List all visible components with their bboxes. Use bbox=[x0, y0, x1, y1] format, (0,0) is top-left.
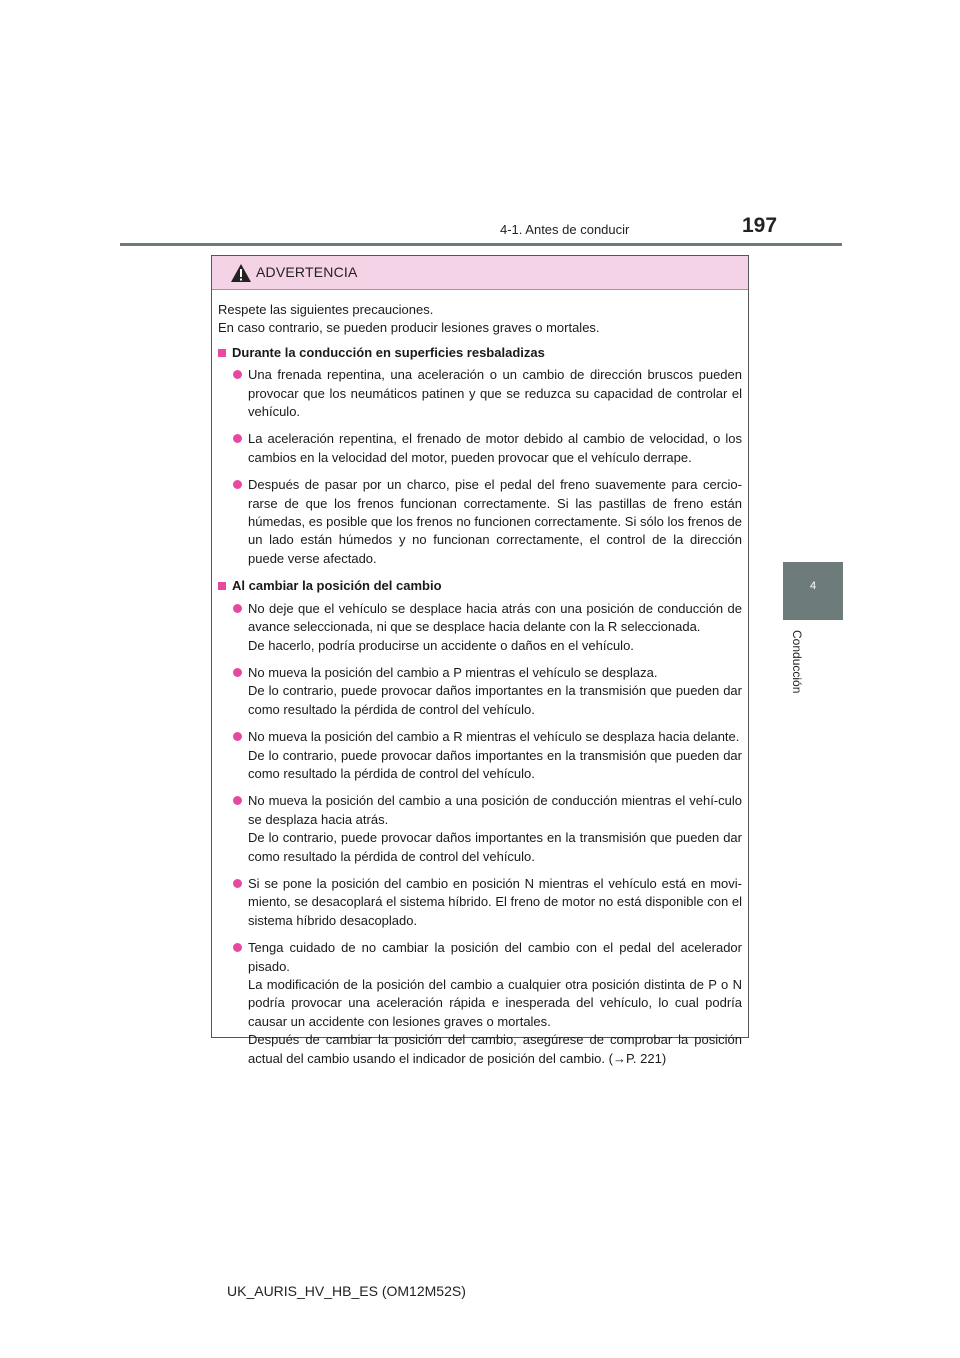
bullet-text: De lo contrario, puede provocar daños importantes en la transmisión que pueden dar como resultado la pérdida de control del vehículo. bbox=[248, 830, 742, 864]
square-bullet-icon bbox=[218, 349, 226, 357]
round-bullet-icon bbox=[233, 480, 242, 489]
document-code: UK_AURIS_HV_HB_ES (OM12M52S) bbox=[227, 1283, 466, 1299]
round-bullet-icon bbox=[233, 796, 242, 805]
list-item bbox=[218, 939, 742, 1068]
list-item bbox=[218, 875, 742, 930]
bullet-text: No mueva la posición del cambio a una posición de conducción mientras el vehí-culo se desplaza hacia atrás. bbox=[248, 793, 742, 827]
round-bullet-icon bbox=[233, 370, 242, 379]
bullet-text: La aceleración repentina, el frenado de motor debido al cambio de velocidad, o los cambios en la velocidad del motor, pueden provocar que el vehículo derrape. bbox=[248, 431, 742, 465]
bullet-text: No mueva la posición del cambio a R mientras el vehículo se desplaza hacia delante. bbox=[248, 729, 740, 745]
bullet-text: No deje que el vehículo se desplace hacia atrás con una posición de conducción de avance seleccionada, ni que se desplace hacia delante con la R seleccionada. bbox=[248, 600, 742, 635]
bullet-text: De lo contrario, puede provocar daños importantes en la transmisión que pueden dar como resultado la pérdida de control del vehículo. bbox=[248, 683, 742, 717]
bullet-list bbox=[218, 366, 742, 568]
intro-line: Respete las siguientes precauciones. bbox=[218, 302, 434, 317]
section-title-text: Durante la conducción en superficies resbaladizas bbox=[232, 344, 545, 360]
round-bullet-icon bbox=[233, 668, 242, 677]
section-title bbox=[218, 577, 742, 595]
list-item bbox=[218, 430, 742, 467]
list-item bbox=[218, 792, 742, 866]
warning-header bbox=[212, 256, 748, 290]
list-item bbox=[218, 476, 742, 568]
chapter-label bbox=[790, 630, 804, 750]
bullet-text: Después de pasar por un charco, pise el pedal del freno suavemente para cercio-rarse de que los frenos funcionan correctamente. Si las pastillas de freno están húmedas, es posible que los frenos no funcionen correctamente. Si sólo los frenos de un lado están húmedos y no funcionan correctamente, el control de la dirección puede verse afectado. bbox=[248, 477, 742, 566]
round-bullet-icon bbox=[233, 434, 242, 443]
round-bullet-icon bbox=[233, 604, 242, 613]
list-item bbox=[218, 664, 742, 719]
bullet-text: La modificación de la posición del cambio a cualquier otra posición distinta de P o N podría provocar una aceleración rápida e inesperada del vehículo, lo cual podría causar un accidente con lesiones graves o mortales. bbox=[248, 977, 742, 1029]
round-bullet-icon bbox=[233, 732, 242, 741]
list-item bbox=[218, 600, 742, 655]
page-number: 197 bbox=[742, 214, 778, 237]
section-title-text: Al cambiar la posición del cambio bbox=[232, 578, 442, 594]
warning-intro bbox=[218, 301, 742, 338]
bullet-text: Tenga cuidado de no cambiar la posición del cambio con el pedal del acelerador pisado. bbox=[248, 940, 742, 974]
section-title bbox=[218, 344, 742, 362]
bullet-list bbox=[218, 600, 742, 1068]
list-item bbox=[218, 728, 742, 783]
bullet-text: De lo contrario, puede provocar daños importantes en la transmisión que pueden dar como resultado la pérdida de control del vehículo. bbox=[248, 747, 742, 781]
chapter-label-text: Conducción bbox=[790, 630, 804, 694]
warning-body bbox=[212, 290, 748, 1068]
warning-triangle-icon bbox=[230, 263, 252, 283]
bullet-text: No mueva la posición del cambio a P mientras el vehículo se desplaza. bbox=[248, 664, 658, 680]
warning-title: ADVERTENCIA bbox=[256, 264, 358, 280]
chapter-number: 4 bbox=[809, 580, 817, 592]
chapter-tab bbox=[783, 562, 843, 620]
header-rule bbox=[120, 243, 842, 246]
bullet-text: Después de cambiar la posición del cambio, asegúrese de comprobar la posición actual del cambio usando el indicador de posición del cambio. (→P. 221) bbox=[248, 1032, 742, 1066]
section-header: 4-1. Antes de conducir bbox=[500, 222, 630, 237]
bullet-text: De hacerlo, podría producirse un accidente o daños en el vehículo. bbox=[248, 637, 634, 653]
round-bullet-icon bbox=[233, 879, 242, 888]
square-bullet-icon bbox=[218, 582, 226, 590]
intro-line: En caso contrario, se pueden producir lesiones graves o mortales. bbox=[218, 320, 600, 336]
round-bullet-icon bbox=[233, 943, 242, 952]
bullet-text: Si se pone la posición del cambio en posición N mientras el vehículo está en movi-miento, se desacoplará el sistema híbrido. El freno de motor no está disponible con el sistema híbrido desacoplado. bbox=[248, 875, 742, 928]
warning-box bbox=[211, 255, 749, 1066]
list-item bbox=[218, 366, 742, 421]
bullet-text: Una frenada repentina, una aceleración o un cambio de dirección bruscos pueden provocar que los neumáticos patinen y que se reduzca su capacidad de controlar el vehículo. bbox=[248, 367, 742, 420]
